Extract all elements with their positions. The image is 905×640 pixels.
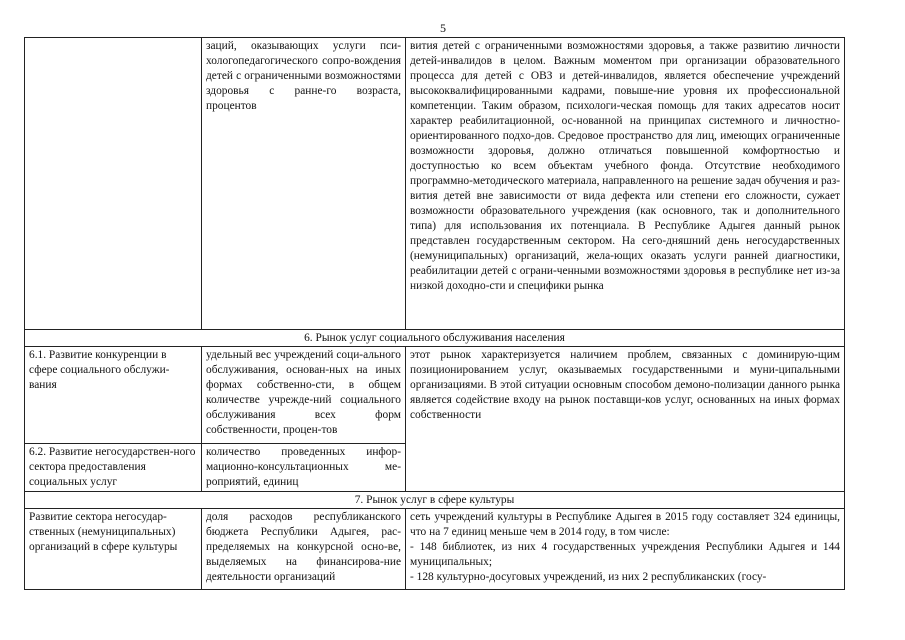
cell-direction: 6.2. Развитие негосударствен-ного сектора предоставления социальных услуг xyxy=(25,444,202,492)
cell-indicator: заций, оказывающих услуги пси-хологопедагогического сопро-вождения детей с ограниченными возможностями здоровья с ранне-го возраста, процентов xyxy=(202,38,406,330)
section-title-7: 7. Рынок услуг в сфере культуры xyxy=(25,492,845,509)
cell-indicator: количество проведенных инфор-мационно-консультационных ме-роприятий, единиц xyxy=(202,444,406,492)
culture-leisure-item: - 128 культурно-досуговых учреждений, из них 2 республиканских (госу- xyxy=(410,571,767,583)
cell-indicator: доля расходов республиканского бюджета Республики Адыгея, рас-пределяемых на конкурсной осно-ве, выделяемых на финансирова-ние деятельности организаций xyxy=(202,509,406,590)
document-table xyxy=(24,37,845,590)
page-number: 5 xyxy=(440,21,446,35)
cell-indicator: удельный вес учреждений соци-ального обслуживания, основан-ных на иных формах собственно-сти, в общем количестве учрежде-ний социального обслуживания всех форм собственности, процен-тов xyxy=(202,347,406,444)
section-row xyxy=(25,330,845,347)
cell-description: этот рынок характеризуется наличием проблем, связанных с доминирую-щим позиционированием услуг, оказываемых государственными и муни-ципальными организациями. В этой ситуации основным способом демоно-полизации данного рынка является содействие входу на рынок поставщи-ков услуг, основанных на иных формах собственности xyxy=(406,347,845,492)
section-row xyxy=(25,492,845,509)
cell-direction xyxy=(25,38,202,330)
section-title-6: 6. Рынок услуг социального обслуживания населения xyxy=(25,330,845,347)
culture-network-intro: сеть учреждений культуры в Республике Адыгея в 2015 году составляет 324 единицы, что на 7 единиц меньше чем в 2014 году, в том числе: xyxy=(410,511,840,538)
culture-libraries-item: - 148 библиотек, из них 4 государственных учреждения Республики Адыгея и 144 муниципальных; xyxy=(410,541,840,568)
cell-direction: 6.1. Развитие конкуренции в сфере социального обслужи-вания xyxy=(25,347,202,444)
table-row xyxy=(25,347,845,444)
table-row xyxy=(25,38,845,330)
cell-description xyxy=(406,509,845,590)
cell-direction: Развитие сектора негосудар-ственных (немуниципальных) организаций в сфере культуры xyxy=(25,509,202,590)
table-row xyxy=(25,509,845,590)
cell-description: вития детей с ограниченными возможностями здоровья, а также развитию личности детей-инвалидов в целом. Важным моментом при организации образовательного процесса для детей с ОВЗ и детей-инвалидов, является обеспечение учреждений высококвалифицированными кадрами, повыше-ние уровня их профессиональной компетенции. Таким образом, психологи-ческая помощь для таких адресатов носит характер реабилитационной, ос-нованной на принципах системного и личностно-ориентированного подхо-дов. Средовое пространство для лиц, имеющих ограниченные возможности здоровья, должно отличаться повышенной комфортностью и доступностью ко всем объектам учебного фонда. Отсутствие необходимого программно-методического материала, направленного на решение задач обучения и раз-вития детей вне зависимости от вида дефекта или степени его сложности, сужает возможности образовательного учреждения (как основного, так и дополнительного типа) для использования их потенциала. В Республике Адыгея данный рынок представлен государственным сектором. На сего-дняшний день негосударственных (немуниципальных) организаций, жела-ющих оказать услуги ранней диагностики, реабилитации детей с ограни-ченными возможностями здоровья в республике нет из-за низкой доходно-сти и специфики рынка xyxy=(406,38,845,330)
